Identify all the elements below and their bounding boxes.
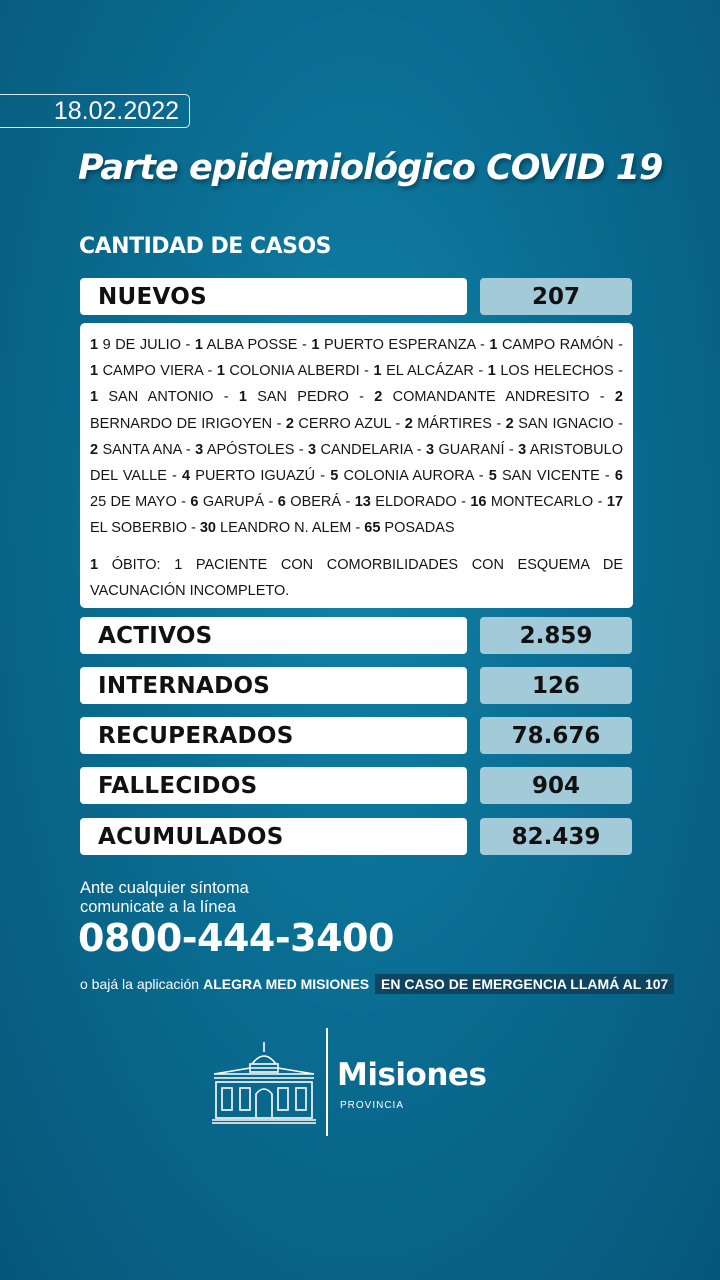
locality-name: OBERÁ - — [285, 494, 355, 511]
locality-name: POSADAS — [380, 520, 455, 537]
locality-name: SANTA ANA - — [98, 441, 196, 458]
locality-count: 2 — [90, 441, 99, 458]
locality-name: 25 DE MAYO - — [90, 494, 191, 511]
locality-name: GUARANÍ - — [434, 441, 519, 458]
stat-value-activos: 2.859 — [480, 617, 632, 654]
locality-count: 16 — [470, 494, 487, 511]
locality-count: 5 — [330, 468, 339, 485]
cases-details-box — [80, 323, 633, 608]
stat-value-nuevos: 207 — [480, 278, 632, 315]
date-text: 18.02.2022 — [53, 96, 179, 125]
locality-count: 4 — [182, 468, 191, 485]
locality-name: CAMPO VIERA - — [98, 363, 217, 380]
locality-name: ARISTOBULO DEL VALLE - — [90, 441, 623, 485]
obito-note — [90, 552, 623, 604]
locality-count: 1 — [194, 337, 203, 353]
locality-count: 3 — [425, 441, 435, 458]
locality-name: BERNARDO DE IRIGOYEN - — [90, 415, 286, 432]
stat-label-fallecidos: FALLECIDOS — [80, 767, 467, 804]
locality-name: CANDELARIA - — [316, 441, 426, 458]
locality-name: EL ALCÁZAR - — [381, 363, 488, 380]
locality-count: 6 — [190, 494, 199, 511]
locality-name: MÁRTIRES - — [412, 415, 506, 432]
locality-count: 17 — [606, 494, 624, 511]
locality-count: 30 — [199, 520, 216, 537]
contact-line-1: Ante cualquier síntoma — [80, 879, 249, 897]
locality-name: 9 DE JULIO - — [98, 337, 195, 353]
stat-label-nuevos: NUEVOS — [80, 278, 467, 315]
stat-label-internados: INTERNADOS — [80, 667, 467, 704]
stat-value-fallecidos: 904 — [480, 767, 632, 804]
locality-count: 2 — [505, 415, 514, 432]
logo-divider — [326, 1028, 328, 1136]
locality-count: 2 — [374, 389, 383, 406]
locality-count: 1 — [216, 363, 225, 380]
app-line — [80, 974, 674, 994]
locality-name: SAN ANTONIO - — [98, 389, 239, 406]
locality-name: CAMPO RAMÓN - — [497, 337, 623, 353]
locality-count: 3 — [308, 441, 317, 458]
locality-name: APÓSTOLES - — [203, 441, 309, 458]
government-building-icon — [210, 1040, 318, 1124]
locality-name: COLONIA ALBERDI - — [224, 363, 374, 380]
locality-count: 65 — [364, 520, 381, 537]
locality-count: 1 — [90, 363, 99, 380]
locality-name: GARUPÁ - — [198, 494, 278, 511]
locality-name: SAN PEDRO - — [246, 389, 375, 406]
locality-name: PUERTO IGUAZÚ - — [190, 468, 331, 485]
locality-count: 1 — [90, 337, 99, 353]
locality-name: SAN VICENTE - — [496, 468, 615, 485]
locality-name: COMANDANTE ANDRESITO - — [382, 389, 615, 406]
locality-name: PUERTO ESPERANZA - — [319, 337, 490, 353]
date-badge — [0, 94, 190, 128]
locality-name: CERRO AZUL - — [293, 415, 405, 432]
logo-name: Misiones — [337, 1057, 487, 1093]
stat-value-recuperados: 78.676 — [480, 717, 632, 754]
locality-name: LOS HELECHOS - — [495, 363, 623, 380]
obito-count: 1 — [90, 556, 99, 573]
locality-count: 5 — [488, 468, 497, 485]
stat-value-acumulados: 82.439 — [480, 818, 632, 855]
locality-count: 6 — [614, 468, 623, 485]
locality-name: MONTECARLO - — [486, 494, 607, 511]
logo-subtitle: PROVINCIA — [340, 1100, 405, 1111]
contact-text — [80, 879, 249, 917]
locality-count: 1 — [373, 363, 382, 380]
locality-count: 2 — [614, 389, 623, 406]
contact-line-2: comunicate a la línea — [80, 898, 236, 916]
locality-count: 13 — [354, 494, 371, 511]
emergency-badge: EN CASO DE EMERGENCIA LLAMÁ AL 107 — [375, 974, 674, 994]
locality-name: SAN IGNACIO - — [513, 415, 623, 432]
locality-name: LEANDRO N. ALEM - — [216, 520, 365, 537]
locality-count: 3 — [518, 441, 527, 458]
locality-count: 1 — [487, 363, 496, 380]
locality-count: 3 — [195, 441, 204, 458]
locality-name: ELDORADO - — [370, 494, 471, 511]
app-prefix: o bajá la aplicación — [80, 976, 200, 992]
locality-name: EL SOBERBIO - — [90, 520, 200, 537]
locality-name: COLONIA AURORA - — [338, 468, 489, 485]
section-title: CANTIDAD DE CASOS — [79, 234, 331, 259]
phone-number[interactable]: 0800-444-3400 — [78, 916, 394, 960]
locality-list — [90, 332, 623, 542]
stat-value-internados: 126 — [480, 667, 632, 704]
stat-label-acumulados: ACUMULADOS — [80, 818, 467, 855]
locality-count: 1 — [238, 389, 247, 406]
locality-count: 2 — [404, 415, 413, 432]
locality-count: 1 — [90, 389, 99, 406]
obito-text: ÓBITO: 1 PACIENTE CON COMORBILIDADES CON ESQUEMA DE VACUNACIÓN INCOMPLETO. — [90, 556, 624, 599]
stat-label-activos: ACTIVOS — [80, 617, 467, 654]
locality-count: 2 — [285, 415, 294, 432]
page-title: Parte epidemiológico COVID 19 — [78, 148, 663, 188]
locality-count: 1 — [489, 337, 498, 353]
locality-count: 1 — [311, 337, 320, 353]
app-name: ALEGRA MED MISIONES — [203, 976, 370, 992]
locality-count: 6 — [277, 494, 286, 511]
stat-label-recuperados: RECUPERADOS — [80, 717, 467, 754]
locality-name: ALBA POSSE - — [202, 337, 312, 353]
